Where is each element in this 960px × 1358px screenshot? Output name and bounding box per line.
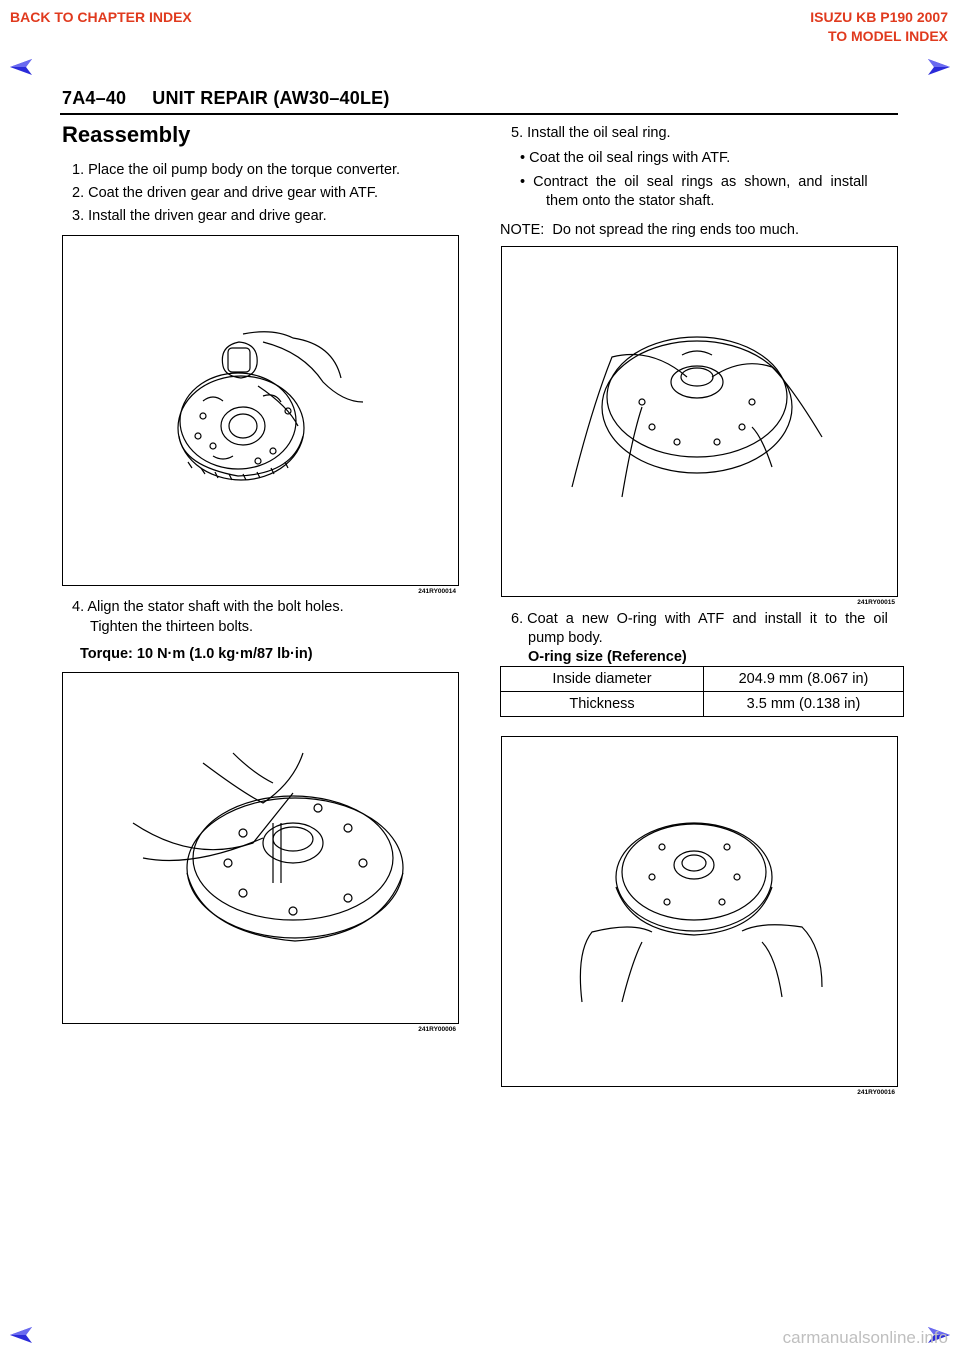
figure-3-code: 241RY00015 [857,599,895,606]
step-2-text: 2. Coat the driven gear and drive gear with ATF. [72,185,379,201]
step-5-bullet-2-cont: them onto the stator shaft. [546,193,715,209]
figure-oil-seal-ring [501,246,898,606]
figure-2-code: 241RY00006 [418,1026,456,1033]
torque-spec: Torque: 10 N·m (1.0 kg·m/87 lb·in) [80,646,313,662]
figure-4-code: 241RY00016 [857,1089,895,1096]
figure-1-code: 241RY00014 [418,588,456,595]
step-6-subtext: pump body. [528,630,603,646]
header-divider [60,113,898,115]
step-6-text: 6. Coat a new O-ring with ATF and install it to the oil [511,611,888,627]
table-cell-label: Inside diameter [501,667,704,692]
oring-install-illustration [502,737,897,1086]
step-4-text: 4. Align the stator shaft with the bolt holes. [72,599,344,615]
table-cell-label: Thickness [501,692,704,717]
table-cell-value: 3.5 mm (0.138 in) [704,692,904,717]
step-3-text: 3. Install the driven gear and drive gear. [72,208,327,224]
oring-size-table [500,666,904,717]
table-cell-value: 204.9 mm (8.067 in) [704,667,904,692]
step-4-subtext: Tighten the thirteen bolts. [90,619,254,635]
step-5-bullet-2: • Contract the oil seal rings as shown, and install [520,174,868,190]
previous-page-arrow-icon[interactable] [8,58,34,76]
to-model-index-link[interactable]: TO MODEL INDEX [827,28,948,44]
table-row [501,692,904,717]
figure-gear-install [62,235,459,595]
bolt-tighten-illustration [63,673,458,1023]
page-title: 7A4–40 UNIT REPAIR (AW30–40LE) [62,88,390,108]
gear-install-illustration [63,236,458,585]
figure-bolt-tighten [62,672,459,1033]
back-to-chapter-index-link[interactable]: BACK TO CHAPTER INDEX [10,9,192,25]
section-title: Reassembly [62,122,191,147]
vehicle-title-link[interactable]: ISUZU KB P190 2007 [810,9,948,25]
table-row [501,667,904,692]
oring-size-heading-text: O-ring size (Reference) [528,649,687,665]
step-5-text: 5. Install the oil seal ring. [511,125,671,141]
previous-page-bottom-arrow-icon[interactable] [8,1326,34,1344]
step-1-text: 1. Place the oil pump body on the torque converter. [72,162,401,178]
step-5-bullet-1: • Coat the oil seal rings with ATF. [520,150,731,166]
oil-seal-ring-illustration [502,247,897,596]
figure-oring-install [501,736,898,1096]
note-text: NOTE: Do not spread the ring ends too much. [500,222,800,238]
watermark: carmanualsonline.info [782,1328,948,1347]
next-page-arrow-icon[interactable] [926,58,952,76]
